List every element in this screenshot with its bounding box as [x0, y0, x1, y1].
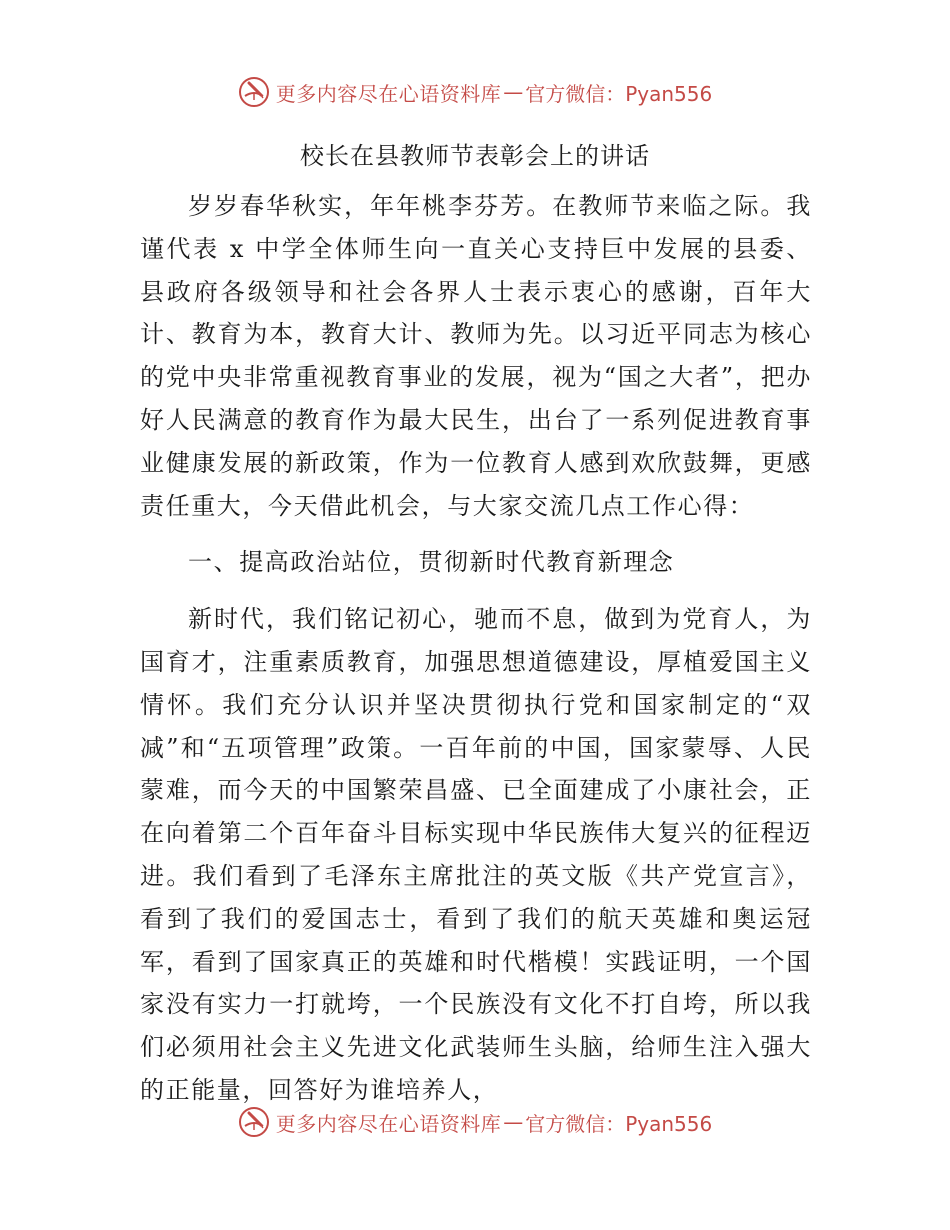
header-banner	[0, 72, 950, 112]
footer-banner	[0, 1102, 950, 1142]
footer-wechat-text: 官方微信：Pyan556	[525, 1111, 713, 1136]
intro-paragraph: 岁岁春华秋实，年年桃李芬芳。在教师节来临之际。我谨代表 x 中学全体师生向一直关心支持巨中发展的县委、县政府各级领导和社会各界人士表示衷心的感谢，百年大计、教育为本，教育大计、教师为先。以习近平同志为核心的党中央非常重视教育事业的发展，视为“国之大者”，把办好人民满意的教育作为最大民生，出台了一系列促进教育事业健康发展的新政策，作为一位教育人感到欢欣鼓舞，更感责任重大，今天借此机会，与大家交流几点工作心得：	[140, 192, 812, 520]
footer-separator: —	[503, 1110, 524, 1134]
header-separator: —	[503, 80, 524, 104]
book-pen-logo-icon	[238, 1106, 270, 1138]
body-paragraph: 新时代，我们铭记初心，驰而不息，做到为党育人，为国育才，注重素质教育，加强思想道德建设，厚植爱国主义情怀。我们充分认识并坚决贯彻执行党和国家制定的“双减”和“五项管理”政策。一百年前的中国，国家蒙辱、人民蒙难，而今天的中国繁荣昌盛、已全面建成了小康社会，正在向着第二个百年奋斗目标实现中华民族伟大复兴的征程迈进。我们看到了毛泽东主席批注的英文版《共产党宣言》，看到了我们的爱国志士，看到了我们的航天英雄和奥运冠军，看到了国家真正的英雄和时代楷模！实践证明，一个国家没有实力一打就垮，一个民族没有文化不打自垮，所以我们必须用社会主义先进文化武装师生头脑，给师生注入强大的正能量，回答好为谁培养人，	[140, 605, 812, 1104]
book-pen-logo-icon	[238, 76, 270, 108]
header-promo-text: 更多内容尽在心语资料库	[275, 81, 502, 106]
header-wechat-text: 官方微信：Pyan556	[525, 81, 713, 106]
section-heading: 一、提高政治站位，贯彻新时代教育新理念	[188, 548, 675, 577]
document-body	[140, 185, 812, 1112]
footer-promo-text: 更多内容尽在心语资料库	[275, 1111, 502, 1136]
document-title: 校长在县教师节表彰会上的讲话	[300, 142, 650, 170]
